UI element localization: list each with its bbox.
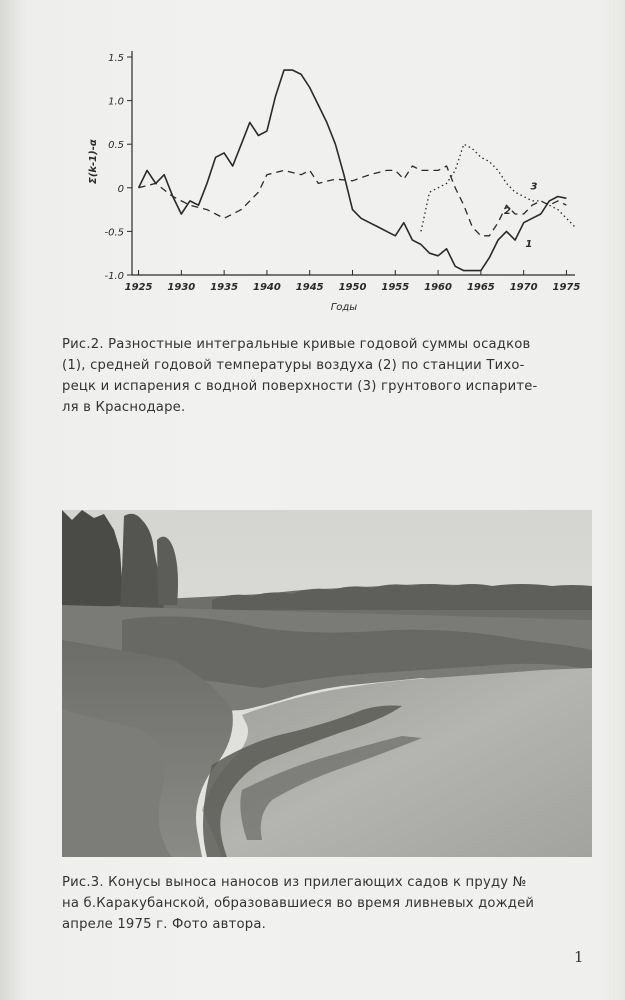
y-tick-label: 0.5 [108, 140, 124, 152]
x-tick-label: 1935 [210, 282, 239, 293]
x-tick-label: 1945 [295, 282, 324, 293]
x-tick-label: 1960 [424, 282, 452, 293]
curve-label: 3 [530, 181, 538, 193]
x-tick-label: 1970 [509, 282, 538, 293]
x-tick-label: 1975 [552, 282, 581, 293]
caption-line: (1), средней годовой температуры воздуха (2) по станции Тихо- [62, 358, 525, 373]
caption-line: апреле 1975 г. Фото автора. [62, 917, 266, 932]
landscape-photo-icon [62, 510, 592, 857]
x-tick-label: 1955 [381, 282, 410, 293]
y-axis-label: Σ(k-1)-α [88, 139, 99, 185]
y-tick-label: -1.0 [104, 271, 124, 282]
x-tick-label: 1965 [466, 282, 495, 293]
x-axis-label: Годы [330, 302, 358, 313]
landscape-photo [62, 510, 592, 857]
y-tick-label: 1.0 [108, 96, 124, 108]
page-number: 1 [574, 948, 584, 966]
curve-label: 2 [503, 205, 511, 217]
caption-line: ля в Краснодаре. [62, 400, 186, 415]
y-tick-label: 1.5 [108, 53, 124, 64]
x-tick-label: 1930 [167, 282, 196, 293]
y-tick-label: 0 [117, 183, 124, 195]
x-tick-label: 1925 [124, 282, 153, 293]
caption-line: Рис.2. Разностные интегральные кривые годовой суммы осадков [62, 337, 531, 352]
y-tick-label: -0.5 [104, 227, 124, 239]
series-line-1 [139, 70, 567, 271]
x-tick-label: 1950 [338, 282, 367, 293]
figure-2-caption [62, 334, 592, 418]
caption-line: рецк и испарения с водной поверхности (3) грунтового испарите- [62, 379, 538, 394]
curve-label: 1 [525, 239, 533, 251]
caption-line: на б.Каракубанской, образовавшиеся во время ливневых дождей [62, 896, 535, 911]
series-line-3 [421, 144, 575, 231]
figure-2-chart [88, 45, 595, 325]
figure-3-caption [62, 872, 592, 935]
caption-line: Рис.3. Конусы выноса наносов из прилегающих садов к пруду № [62, 875, 527, 890]
x-tick-label: 1940 [253, 282, 281, 293]
